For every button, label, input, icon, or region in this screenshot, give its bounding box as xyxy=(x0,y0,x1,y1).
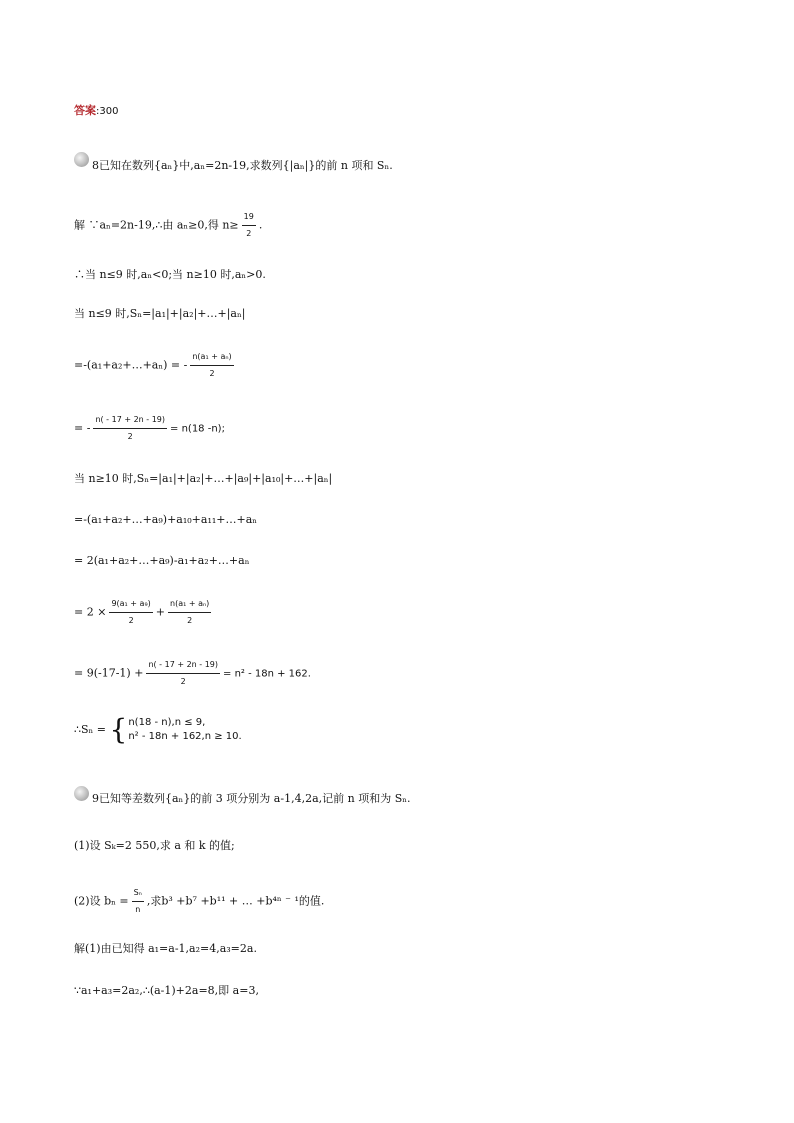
p8-l1-end: . xyxy=(258,218,263,232)
p8-l5-fraction xyxy=(93,413,167,444)
p8-l10-fraction xyxy=(146,658,220,689)
p8-line-11 xyxy=(74,713,242,746)
p8-l9-num-1: 9(a₁ + a₉) xyxy=(109,597,152,613)
p9-q2-fraction xyxy=(132,886,144,917)
p8-line-6: 当 n≥10 时,Sₙ=|a₁|+|a₂|+…+|a₉|+|a₁₀|+…+|aₙ| xyxy=(74,472,333,485)
case-1: n(18 - n),n ≤ 9, xyxy=(128,717,206,728)
p8-l10-a: = 9(-17-1) + xyxy=(74,666,144,680)
p9-q2-b: ,求b³ +b⁷ +b¹¹ + … +b⁴ⁿ ⁻ ¹的值. xyxy=(146,894,325,908)
p8-l5-num: n( - 17 + 2n - 19) xyxy=(93,413,167,429)
p8-line-2: ∴当 n≤9 时,aₙ<0;当 n≥10 时,aₙ>0. xyxy=(74,268,266,281)
p8-l1-text: 解 ∵aₙ=2n-19,∴由 aₙ≥0,得 n≥ xyxy=(74,218,239,232)
p9-q1: (1)设 Sₖ=2 550,求 a 和 k 的值; xyxy=(74,839,235,852)
cases-brace-icon: { xyxy=(109,713,128,746)
case-2: n² - 18n + 162,n ≥ 10. xyxy=(128,731,242,742)
p8-l9-fraction-2 xyxy=(168,597,211,628)
p8-line-5 xyxy=(74,413,225,444)
p8-line-10 xyxy=(74,658,311,689)
p8-l5-b: = n(18 -n); xyxy=(170,423,225,435)
p8-l10-den: 2 xyxy=(180,677,186,686)
p8-l9-fraction-1 xyxy=(109,597,152,628)
p9-solution-2: ∵a₁+a₃=2a₂,∴(a-1)+2a=8,即 a=3, xyxy=(74,984,259,997)
problem-8-question: 8已知在数列{aₙ}中,aₙ=2n-19,求数列{|aₙ|}的前 n 项和 Sₙ. xyxy=(92,159,393,172)
p8-l10-b: = n² - 18n + 162. xyxy=(223,668,311,680)
p8-line-1 xyxy=(74,210,262,241)
answer-value: :300 xyxy=(96,106,119,117)
p8-l9-a: = 2 × xyxy=(74,605,107,619)
p8-line-4 xyxy=(74,350,237,381)
p8-line-8: = 2(a₁+a₂+…+a₉)-a₁+a₂+…+aₙ xyxy=(74,554,250,567)
p8-l9-den-1: 2 xyxy=(128,616,134,625)
p8-l4-num: n(a₁ + aₙ) xyxy=(190,350,233,366)
p8-l1-num: 19 xyxy=(242,210,256,226)
p8-l1-fraction xyxy=(242,210,256,241)
problem-8-bullet-icon xyxy=(74,152,89,167)
p8-l1-den: 2 xyxy=(246,229,252,238)
problem-9-bullet-icon xyxy=(74,786,89,801)
p8-l9-num-2: n(a₁ + aₙ) xyxy=(168,597,211,613)
p8-l9-den-2: 2 xyxy=(187,616,193,625)
answer-line xyxy=(74,104,118,119)
p8-line-9 xyxy=(74,597,214,628)
p8-line-3: 当 n≤9 时,Sₙ=|a₁|+|a₂|+…+|aₙ| xyxy=(74,307,246,320)
piecewise-cases xyxy=(128,716,241,744)
p9-q2-num: Sₙ xyxy=(132,886,144,902)
p8-l4-text: =-(a₁+a₂+…+aₙ) = - xyxy=(74,358,188,372)
p9-solution-1: 解(1)由已知得 a₁=a-1,a₂=4,a₃=2a. xyxy=(74,942,257,955)
p9-q2-den: n xyxy=(135,905,141,914)
p8-line-7: =-(a₁+a₂+…+a₉)+a₁₀+a₁₁+…+aₙ xyxy=(74,513,258,526)
p8-l10-num: n( - 17 + 2n - 19) xyxy=(146,658,220,674)
p9-q2 xyxy=(74,886,324,917)
problem-9-question: 9已知等差数列{aₙ}的前 3 项分别为 a-1,4,2a,记前 n 项和为 Sₙ. xyxy=(92,792,411,805)
p8-l9-plus: + xyxy=(155,605,165,619)
p8-l5-den: 2 xyxy=(127,432,133,441)
answer-label: 答案 xyxy=(74,104,96,117)
p8-l4-den: 2 xyxy=(209,369,215,378)
p8-l4-fraction xyxy=(190,350,233,381)
p8-l5-a: = - xyxy=(74,421,91,435)
p8-l11-a: ∴Sₙ = xyxy=(74,723,107,736)
p9-q2-a: (2)设 bₙ = xyxy=(74,894,129,908)
